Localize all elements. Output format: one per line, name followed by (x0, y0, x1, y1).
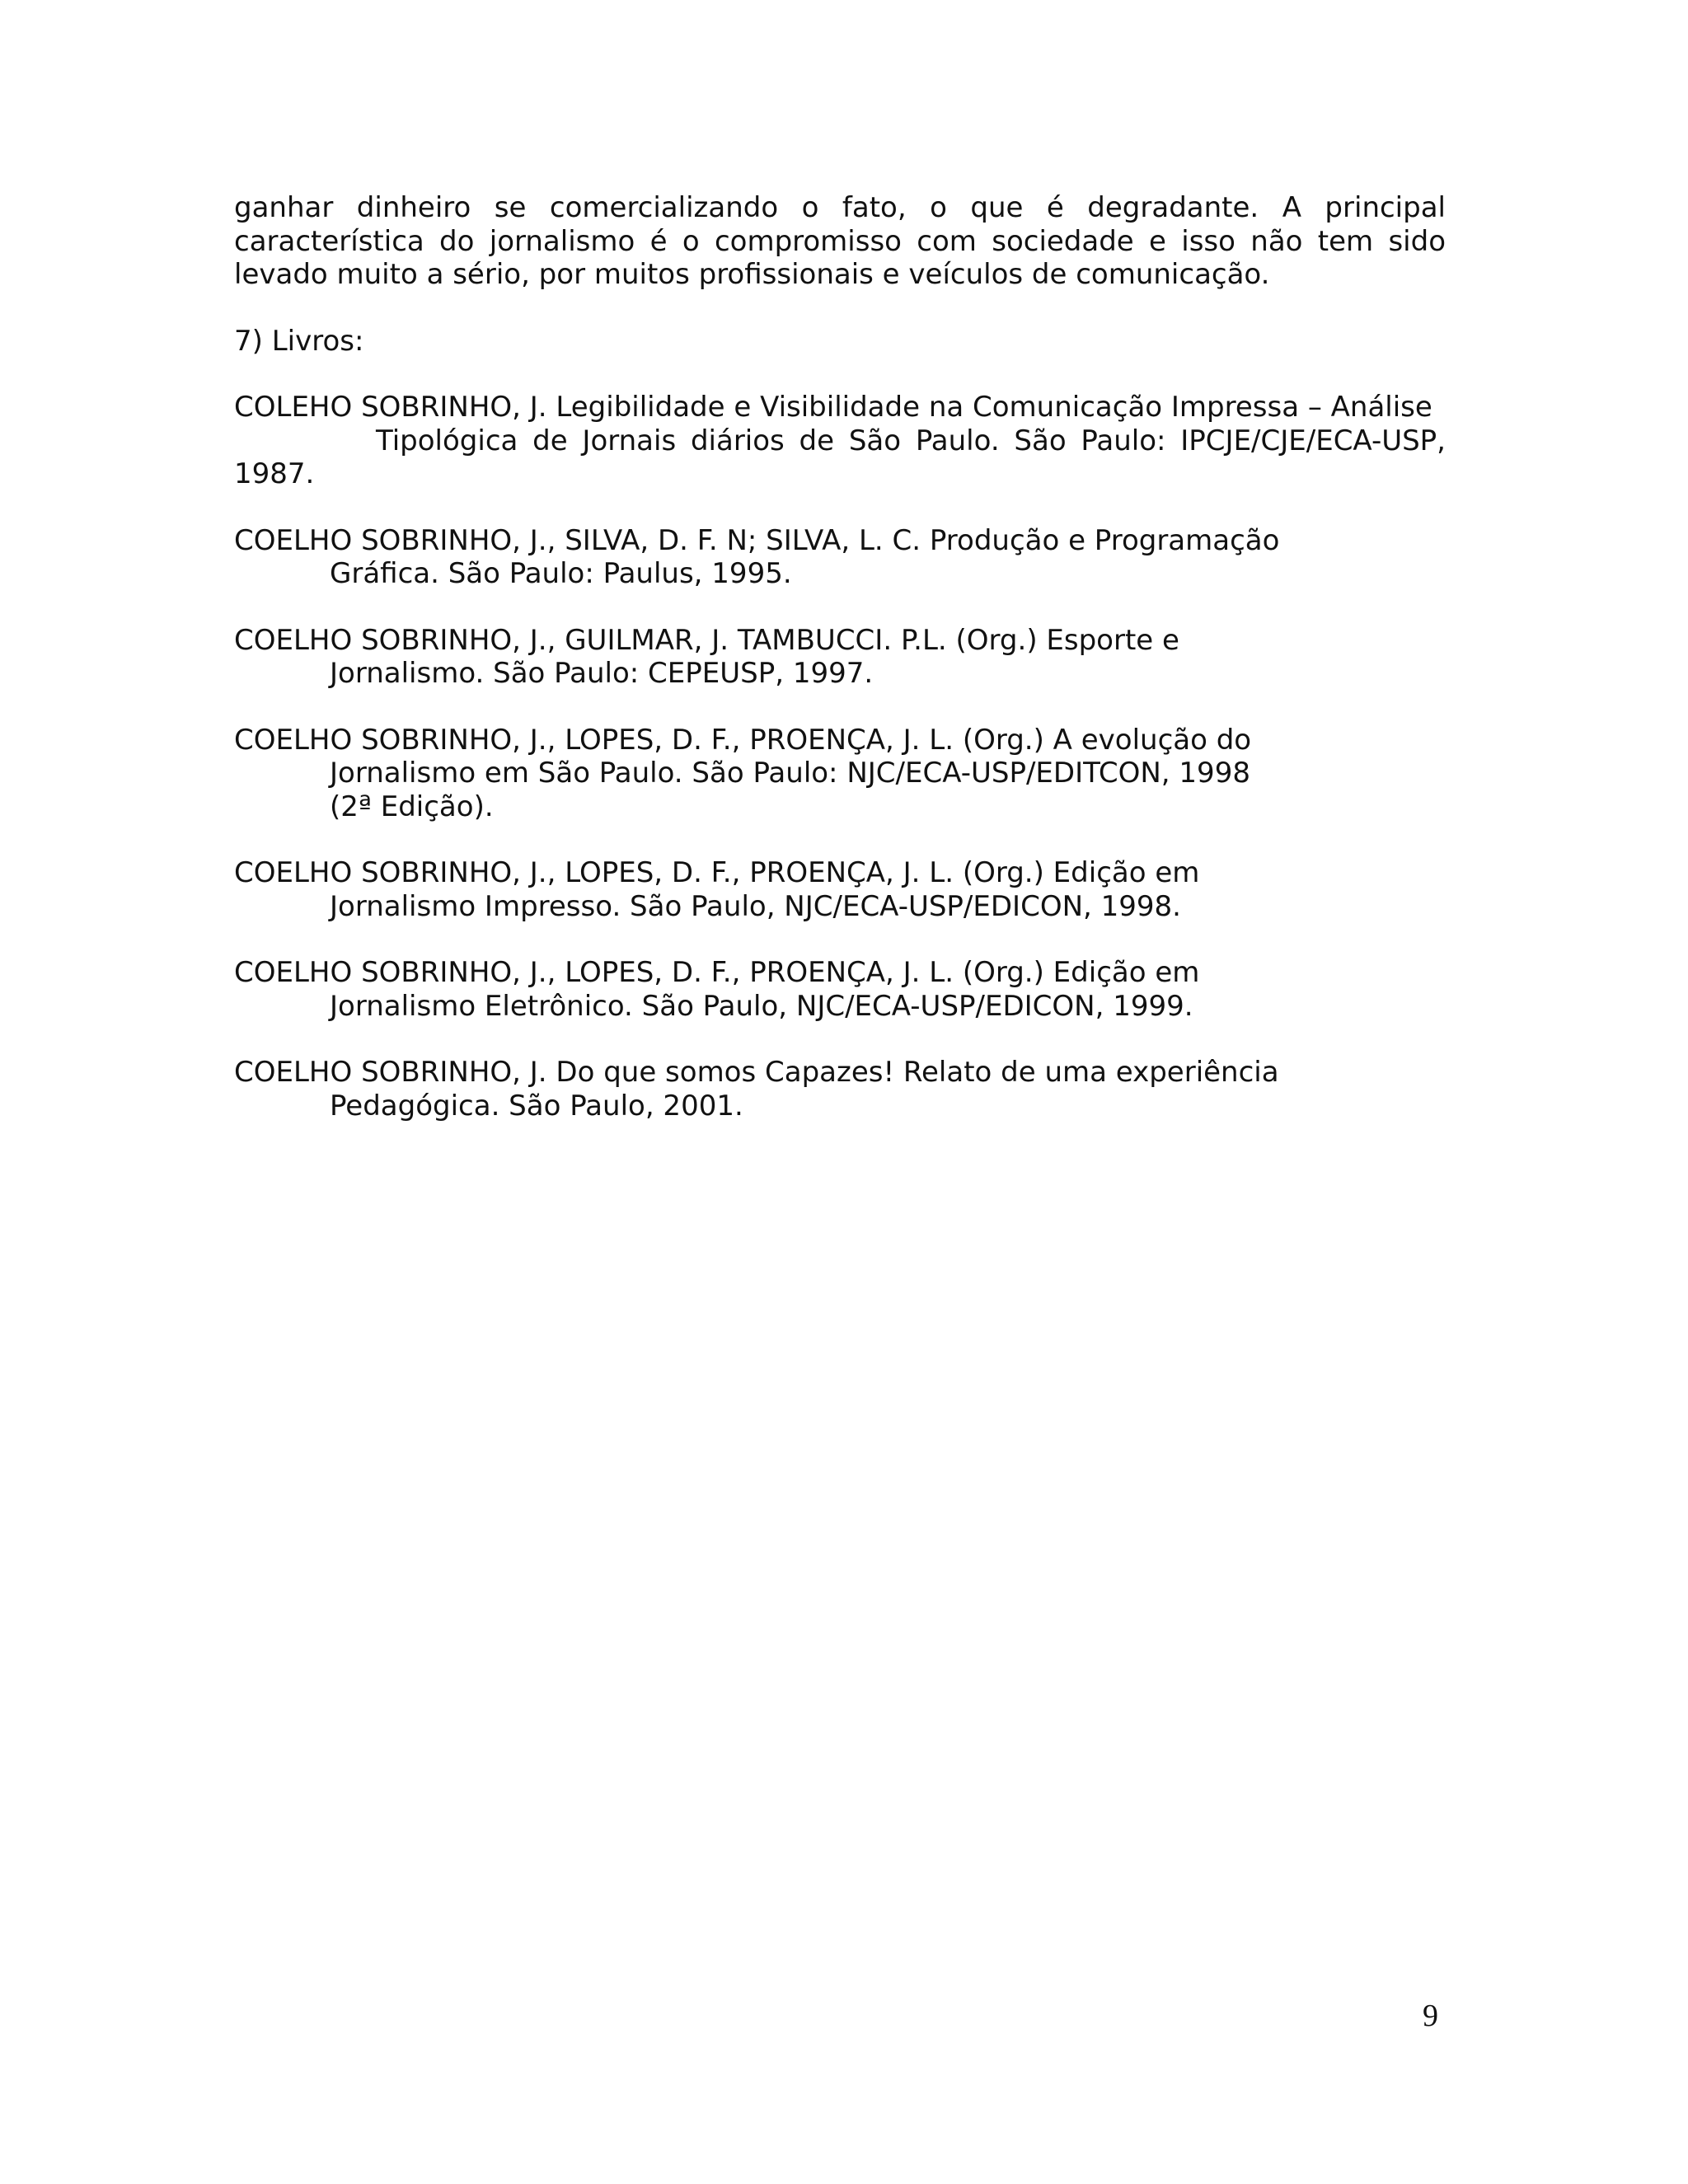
reference-line: 1987. (234, 457, 315, 490)
reference-continuation: Jornalismo em São Paulo. São Paulo: NJC/ECA-USP/EDITCON, 1998 (330, 757, 1250, 790)
intro-last-line: levado muito a sério, por muitos profissionais e veículos de comunicação. (234, 258, 1270, 291)
reference-entry (234, 391, 1446, 491)
reference-line: Tipológica de Jornais diários de São Paulo. São Paulo: IPCJE/CJE/ECA-USP, (376, 424, 1446, 457)
reference-continuation: (2ª Edição). (330, 790, 494, 823)
reference-entry (234, 1056, 1446, 1122)
reference-entry (234, 956, 1446, 1023)
reference-continuation: Jornalismo Eletrônico. São Paulo, NJC/ECA-USP/EDICON, 1999. (330, 989, 1193, 1023)
page-content (234, 191, 1446, 1155)
reference-line: COELHO SOBRINHO, J., LOPES, D. F., PROENÇA, J. L. (Org.) A evolução do (234, 723, 1252, 757)
reference-continuation: Pedagógica. São Paulo, 2001. (330, 1089, 743, 1122)
reference-line: COELHO SOBRINHO, J., LOPES, D. F., PROENÇA, J. L. (Org.) Edição em (234, 856, 1200, 889)
reference-line: COELHO SOBRINHO, J., SILVA, D. F. N; SILVA, L. C. Produção e Programação (234, 523, 1280, 557)
intro-line: característica do jornalismo é o compromisso com sociedade e isso não tem sido (234, 224, 1446, 258)
reference-entry (234, 524, 1446, 591)
reference-continuation: Gráfica. São Paulo: Paulus, 1995. (330, 557, 792, 590)
reference-line: COELHO SOBRINHO, J. Do que somos Capazes! Relato de uma experiência (234, 1056, 1279, 1089)
reference-line: COLEHO SOBRINHO, J. Legibilidade e Visibilidade na Comunicação Impressa – Análise (234, 391, 1432, 424)
page-number: 9 (1423, 1999, 1438, 2033)
reference-continuation: Jornalismo. São Paulo: CEPEUSP, 1997. (330, 657, 874, 690)
reference-entry (234, 724, 1446, 824)
intro-line: ganhar dinheiro se comercializando o fato, o que é degradante. A principal (234, 191, 1446, 224)
reference-list (234, 391, 1446, 1122)
section-heading: 7) Livros: (234, 324, 364, 358)
reference-entry (234, 624, 1446, 691)
reference-continuation: Jornalismo Impresso. São Paulo, NJC/ECA-USP/EDICON, 1998. (330, 889, 1181, 923)
intro-paragraph (234, 191, 1446, 292)
reference-entry (234, 856, 1446, 923)
reference-line: COELHO SOBRINHO, J., GUILMAR, J. TAMBUCCI. P.L. (Org.) Esporte e (234, 623, 1179, 657)
reference-line: COELHO SOBRINHO, J., LOPES, D. F., PROENÇA, J. L. (Org.) Edição em (234, 956, 1200, 989)
